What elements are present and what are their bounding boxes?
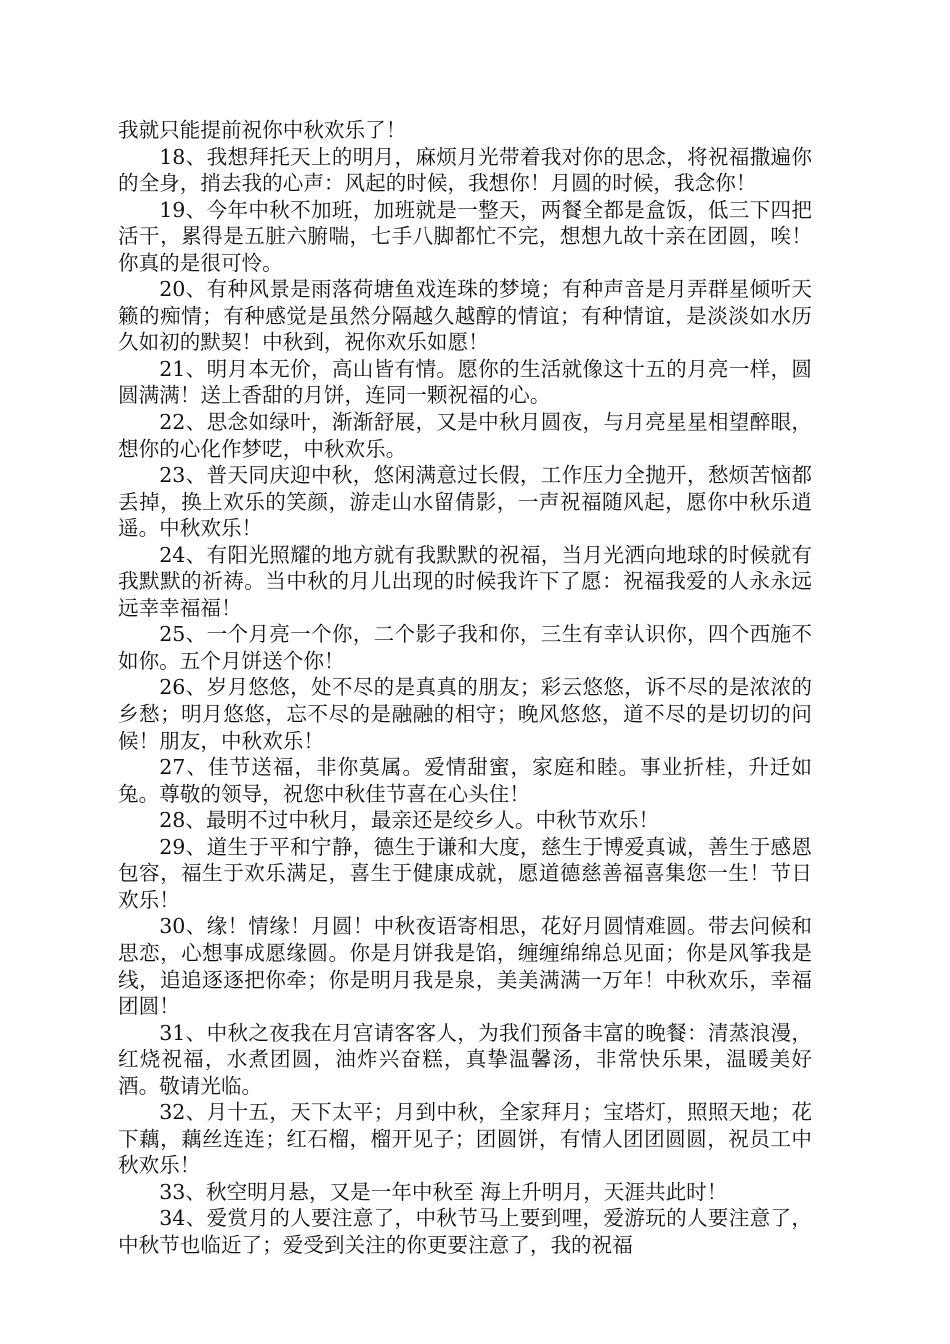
paragraph-23: 23、普天同庆迎中秋，悠闲满意过长假，工作压力全抛开，愁烦苦恼都丢掉，换上欢乐的笑颜，游走山水留倩影，一声祝福随风起，愿你中秋乐逍遥。中秋欢乐！: [118, 463, 812, 541]
paragraph-26: 26、岁月悠悠，处不尽的是真真的朋友；彩云悠悠，诉不尽的是浓浓的乡愁；明月悠悠，忘不尽的是融融的相守；晚风悠悠，道不尽的是切切的问候！朋友，中秋欢乐！: [118, 675, 812, 753]
paragraph-32: 32、月十五，天下太平；月到中秋，全家拜月；宝塔灯，照照天地；花下藕，藕丝连连；红石榴，榴开见子；团圆饼，有情人团团圆圆，祝员工中秋欢乐！: [118, 1100, 812, 1178]
paragraph-29: 29、道生于平和宁静，德生于谦和大度，慈生于博爱真诚，善生于感恩包容，福生于欢乐满足，喜生于健康成就，愿道德慈善福喜集您一生！节日欢乐！: [118, 834, 812, 912]
paragraph-22: 22、思念如绿叶，渐渐舒展，又是中秋月圆夜，与月亮星星相望醉眼，想你的心化作梦呓，中秋欢乐。: [118, 410, 812, 461]
paragraph-24: 24、有阳光照耀的地方就有我默默的祝福，当月光洒向地球的时候就有我默默的祈祷。当中秋的月儿出现的时候我许下了愿：祝福我爱的人永永远远幸幸福福！: [118, 542, 812, 620]
paragraph-25: 25、一个月亮一个你，二个影子我和你，三生有幸认识你，四个西施不如你。五个月饼送个你！: [118, 622, 812, 673]
paragraph-28: 28、最明不过中秋月，最亲还是绞乡人。中秋节欢乐！: [159, 808, 660, 833]
paragraph-34: 34、爱赏月的人要注意了，中秋节马上要到哩，爱游玩的人要注意了，中秋节也临近了；爱受到关注的你更要注意了，我的祝福: [118, 1206, 812, 1257]
document-page: [118, 117, 812, 1259]
paragraph-33: 33、秋空明月悬，又是一年中秋至 海上升明月，天涯共此时！: [159, 1179, 728, 1204]
paragraph-31: 31、中秋之夜我在月宫请客客人，为我们预备丰富的晚餐：清蒸浪漫，红烧祝福，水煮团圆，油炸兴奋糕，真挚温馨汤，非常快乐果，温暖美好酒。敬请光临。: [118, 1020, 812, 1098]
paragraph-27: 27、佳节送福，非你莫属。爱情甜蜜，家庭和睦。事业折桂，升迁如兔。尊敬的领导，祝您中秋佳节喜在心头住！: [118, 755, 812, 806]
paragraph-18: 18、我想拜托天上的明月，麻烦月光带着我对你的思念，将祝福撒遍你的全身，捎去我的心声：风起的时候，我想你！月圆的时候，我念你！: [118, 144, 812, 196]
paragraph-20: 20、有种风景是雨落荷塘鱼戏连珠的梦境；有种声音是月弄群星倾听天籁的痴情；有种感觉是虽然分隔越久越醇的情谊；有种情谊，是淡淡如水历久如初的默契！中秋到，祝你欢乐如愿！: [118, 277, 812, 355]
paragraph-30: 30、缘！情缘！月圆！中秋夜语寄相思，花好月圆情难圆。带去问候和思恋，心想事成愿缘圆。你是月饼我是馅，缠缠绵绵总见面；你是风筝我是线，追追逐逐把你牵；你是明月我是泉，美美满满一万年！中秋欢乐，幸福团圆！: [118, 914, 812, 1019]
paragraph-19: 19、今年中秋不加班，加班就是一整天，两餐全都是盒饭，低三下四把活干，累得是五脏六腑喘，七手八脚都忙不完，想想九故十亲在团圆，唉！你真的是很可怜。: [118, 197, 812, 275]
paragraph-continuation: 我就只能提前祝你中秋欢乐了！: [118, 118, 407, 142]
paragraph-21: 21、明月本无价，高山皆有情。愿你的生活就像这十五的月亮一样，圆圆满满！送上香甜的月饼，连同一颗祝福的心。: [118, 356, 812, 408]
